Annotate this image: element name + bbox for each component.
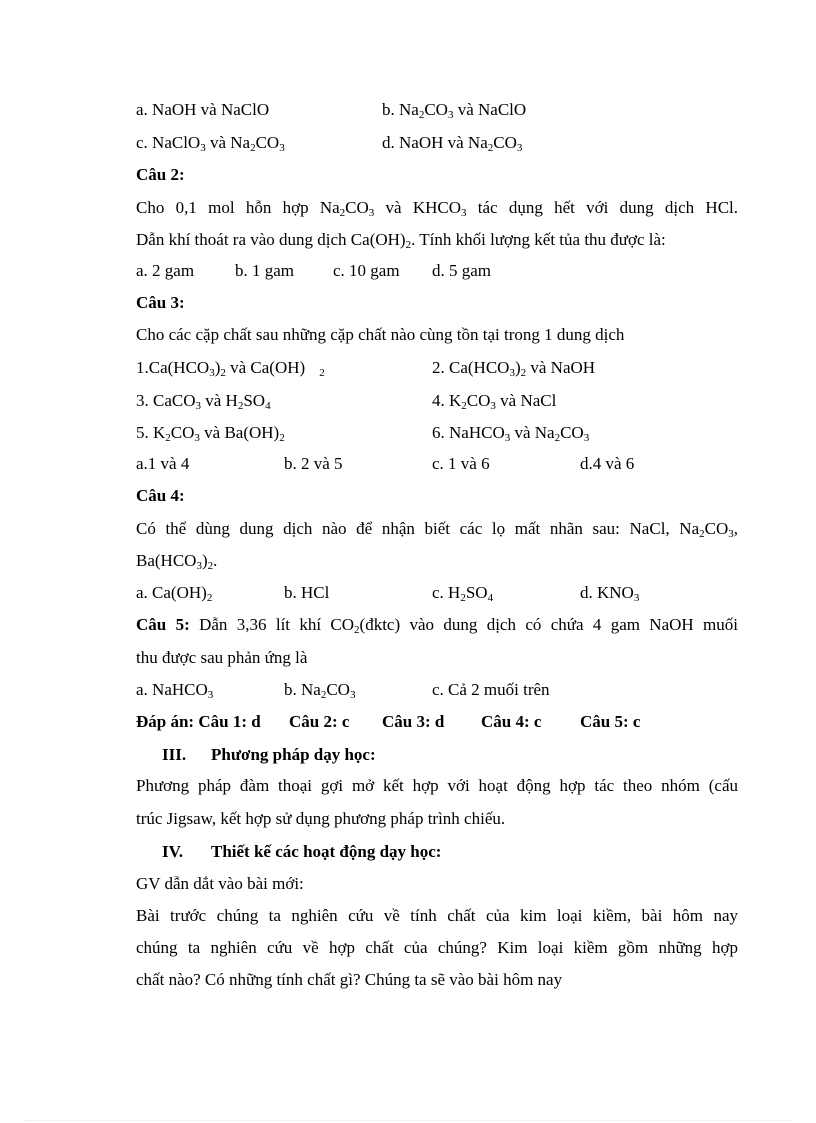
q4-option-a: a. $Ca(OH)_2$ (136, 583, 213, 604)
q4-stem-line-1: Có thể dùng dung dịch nào để nhận biết các lọ mất nhãn sau: NaCl, $Na_2CO_3$, (136, 519, 738, 540)
q2-option-c: c. 10 gam (333, 261, 400, 280)
answer-key-3: Câu 3: d (382, 712, 445, 731)
q5-option-a: a. NaHCO$_3$ (136, 680, 214, 701)
q4-option-d: d. $KNO_3$ (580, 583, 640, 604)
q2-heading: Câu 2: (136, 165, 185, 184)
q5-stem-line-1: Câu 5: Dẫn 3,36 lít khí $CO_2(đktc)$ vào dung dịch có chứa 4 gam NaOH muối (136, 615, 738, 636)
section-4-para-line-3: chất nào? Có những tính chất gì? Chúng ta sẽ vào bài hôm nay (136, 970, 563, 989)
q1-option-c: c. NaClO$_3$ và $Na_2CO_3$ (136, 133, 285, 154)
q4-stem-line-2: $Ba(HCO_3)_2$. (136, 551, 218, 572)
q2-option-d: d. 5 gam (432, 261, 492, 280)
q2-stem-line-2: Dẫn khí thoát ra vào dung dịch $Ca(OH)_2$. Tính khối lượng kết tủa thu được là: (136, 230, 666, 251)
q2-option-a: a. 2 gam (136, 261, 195, 280)
q3-option-d: d.4 và 6 (580, 454, 635, 473)
section-4-numeral: IV. (162, 842, 183, 861)
q3-pair-5: 5. $K_2CO_3$ và $Ba(OH)_2$ (136, 423, 285, 444)
q5-stem-line-2: thu được sau phản ứng là (136, 648, 308, 667)
q3-pair-6: 6. NaHCO$_3$ và $Na_2CO_3$ (432, 423, 590, 444)
q3-option-b: b. 2 và 5 (284, 454, 343, 473)
q1-option-d: d. NaOH và $Na_2CO_3$ (382, 133, 523, 154)
section-3-numeral: III. (162, 745, 187, 764)
section-3-line-1: Phương pháp đàm thoại gợi mở kết hợp với hoạt động hợp tác theo nhóm (cấu (136, 776, 738, 795)
q4-option-b: b. HCl (284, 583, 330, 602)
q3-heading: Câu 3: (136, 293, 185, 312)
q3-stem: Cho các cặp chất sau những cặp chất nào cùng tồn tại trong 1 dung dịch (136, 325, 625, 344)
q5-heading: Câu 5: (136, 615, 190, 634)
q1-option-a: a. NaOH và NaClO (136, 100, 270, 119)
answer-key-2: Câu 2: c (289, 712, 350, 731)
q3-pair-1: $1.Ca(HCO_3)_2$ và Ca(OH) $_2$ (136, 358, 325, 379)
q4-heading: Câu 4: (136, 486, 185, 505)
answer-key-5: Câu 5: c (580, 712, 641, 731)
q5-option-b: b. $Na_2CO_3$ (284, 680, 356, 701)
q3-pair-2: 2. $Ca(HCO_3)_2$ và NaOH (432, 358, 596, 379)
section-3-title: Phương pháp dạy học: (211, 745, 376, 764)
section-4-para-line-2: chúng ta nghiên cứu về hợp chất của chúng? Kim loại kiềm gồm những hợp (136, 938, 738, 957)
q2-option-b: b. 1 gam (235, 261, 295, 280)
q3-option-c: c. 1 và 6 (432, 454, 490, 473)
page-bottom-divider (24, 1120, 792, 1121)
q2-stem-line-1: Cho 0,1 mol hỗn hợp $Na_2CO_3$ và $KHCO_3$ tác dụng hết với dung dịch HCl. (136, 198, 739, 219)
q3-option-a: a.1 và 4 (136, 454, 190, 473)
section-4-intro: GV dẫn dắt vào bài mới: (136, 874, 304, 893)
section-4-title: Thiết kế các hoạt động dạy học: (211, 842, 442, 861)
section-3-line-2: trúc Jigsaw, kết hợp sử dụng phương pháp trình chiếu. (136, 809, 506, 828)
section-4-para-line-1: Bài trước chúng ta nghiên cứu về tính chất của kim loại kiềm, bài hôm nay (136, 906, 738, 925)
q4-option-c: c. $H_2SO_4$ (432, 583, 494, 604)
q5-option-c: c. Cả 2 muối trên (432, 680, 550, 699)
q1-option-b: b. $Na_2CO_3$ và NaClO (382, 100, 527, 121)
q3-pair-3: 3. CaCO$_3$ và $H_2SO_4$ (136, 391, 271, 412)
answer-key-1: Đáp án: Câu 1: d (136, 712, 261, 731)
answer-key-4: Câu 4: c (481, 712, 542, 731)
q3-pair-4: 4. $K_2CO_3$ và NaCl (432, 391, 557, 412)
